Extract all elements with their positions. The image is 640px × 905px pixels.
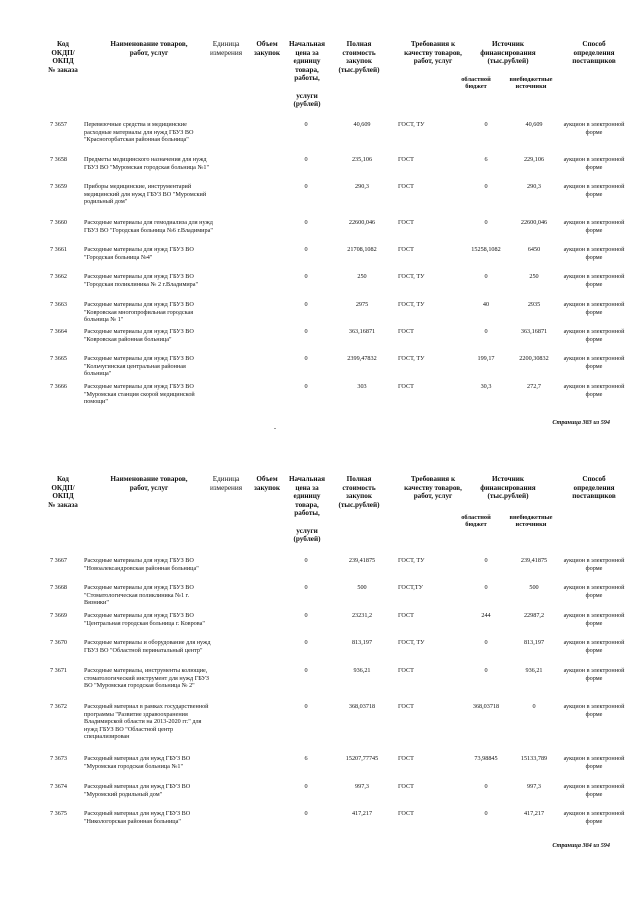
- row-name: Расходный материал в рамках государственной программы "Развитие здравоохранения Владимирской области на 2013-2020 гг." для нужд ГБУЗ ВО "Областной центр специализирован: [84, 703, 209, 741]
- row-regional: 244: [481, 612, 491, 619]
- row-regional: 15258,1082: [471, 246, 501, 253]
- row-price: 0: [304, 121, 308, 128]
- row-requirements: ГОСТ: [398, 783, 414, 790]
- row-price: 0: [304, 783, 308, 790]
- row-requirements: ГОСТ, ТУ: [398, 273, 425, 280]
- row-total: 290,3: [355, 183, 369, 190]
- header-total: Полная стоимость закупок (тыс.рублей): [338, 475, 380, 509]
- header-regional: областной бюджет: [461, 514, 491, 529]
- row-price: 0: [304, 156, 308, 163]
- row-total: 23231,2: [351, 612, 373, 619]
- row-extra: 2935: [527, 301, 541, 308]
- row-name: Расходные материалы и оборудование для нужд ГБУЗ ВО "Областной перинатальный центр": [84, 639, 211, 654]
- row-method: аукцион в электронной форме: [563, 557, 625, 572]
- row-regional: 368,03718: [472, 703, 500, 710]
- row-total: 813,197: [351, 639, 373, 646]
- row-number: 7 3657: [50, 121, 68, 128]
- row-requirements: ГОСТ, ТУ: [398, 301, 425, 308]
- row-extra: 6450: [527, 246, 541, 253]
- row-extra: 813,197: [523, 639, 545, 646]
- row-number: 7 3661: [50, 246, 68, 253]
- row-extra: 229,106: [523, 156, 545, 163]
- header-total: Полная стоимость закупок (тыс.рублей): [338, 40, 380, 74]
- header-unit: Единица измерения: [209, 475, 243, 492]
- row-method: аукцион в электронной форме: [563, 755, 625, 770]
- row-price: 0: [304, 557, 308, 564]
- row-number: 7 3670: [50, 639, 68, 646]
- row-requirements: ГОСТ: [398, 755, 414, 762]
- header-method: Способ определения поставщиков: [572, 475, 616, 501]
- header-name: Наименование товаров, работ, услуг: [110, 40, 188, 57]
- header-extra: внебюджетные источники: [509, 76, 553, 91]
- row-extra: 40,609: [525, 121, 543, 128]
- row-requirements: ГОСТ, ТУ: [398, 121, 425, 128]
- row-number: 7 3667: [50, 557, 68, 564]
- row-extra: 272,7: [527, 383, 541, 390]
- row-requirements: ГОСТ: [398, 246, 414, 253]
- row-price: 0: [304, 301, 308, 308]
- header-regional: областной бюджет: [461, 76, 491, 91]
- document-page-1: [0, 0, 640, 445]
- row-total: 250: [357, 273, 367, 280]
- row-method: аукцион в электронной форме: [563, 156, 625, 171]
- row-method: аукцион в электронной форме: [563, 328, 625, 343]
- row-number: 7 3663: [50, 301, 68, 308]
- row-price: 0: [304, 219, 308, 226]
- row-method: аукцион в электронной форме: [563, 219, 625, 234]
- row-total: 303: [357, 383, 367, 390]
- scan-speck: [274, 428, 276, 429]
- row-number: 7 3665: [50, 355, 68, 362]
- row-price: 0: [304, 246, 308, 253]
- row-regional: 40: [482, 301, 490, 308]
- row-number: 7 3669: [50, 612, 68, 619]
- header-code: Код ОКДП/ ОКПД № заказа: [48, 475, 78, 509]
- page-number: Страница 384 из 594: [552, 842, 610, 849]
- row-extra: 22600,046: [520, 219, 548, 226]
- row-total: 15207,77745: [345, 755, 379, 762]
- row-price: 0: [304, 612, 308, 619]
- row-regional: 30,3: [480, 383, 492, 390]
- row-extra: 250: [529, 273, 539, 280]
- row-name: Расходный материал для нужд ГБУЗ ВО "Никологорская районная больница": [84, 810, 191, 825]
- row-price: 0: [304, 703, 308, 710]
- row-total: 22600,046: [348, 219, 376, 226]
- header-qty: Объем закупок: [254, 40, 280, 57]
- row-number: 7 3660: [50, 219, 68, 226]
- header-extra: внебюджетные источники: [509, 514, 553, 529]
- row-total: 2975: [355, 301, 369, 308]
- row-regional: 73,98845: [474, 755, 498, 762]
- row-name: Расходные материалы для нужд ГБУЗ ВО "Муромская станция скорой медицинской помощи": [84, 383, 195, 406]
- row-extra: 239,41875: [520, 557, 548, 564]
- row-name: Расходные материалы для нужд ГБУЗ ВО "Городская больница №4": [84, 246, 194, 261]
- row-number: 7 3675: [50, 810, 68, 817]
- row-total: 2399,47832: [347, 355, 377, 362]
- row-price: 0: [304, 639, 308, 646]
- row-extra: 22987,2: [523, 612, 545, 619]
- row-method: аукцион в электронной форме: [563, 383, 625, 398]
- row-method: аукцион в электронной форме: [563, 639, 625, 654]
- row-price: 0: [304, 328, 308, 335]
- row-regional: 199,17: [477, 355, 495, 362]
- header-name: Наименование товаров, работ, услуг: [110, 475, 188, 492]
- row-requirements: ГОСТ: [398, 612, 414, 619]
- row-regional: 0: [484, 328, 488, 335]
- row-number: 7 3673: [50, 755, 68, 762]
- row-name: Расходные материалы для гемодиализа для нужд ГБУЗ ВО "Городская больница №6 г.Владимира": [84, 219, 213, 234]
- row-regional: 6: [484, 156, 488, 163]
- row-total: 997,3: [355, 783, 369, 790]
- row-extra: 15133,789: [520, 755, 548, 762]
- row-price: 0: [304, 584, 308, 591]
- row-name: Перевязочные средства и медицинские расходные материалы для нужд ГБУЗ ВО "Красногорбатская районная больница": [84, 121, 194, 144]
- row-price: 6: [304, 755, 308, 762]
- row-price: 0: [304, 183, 308, 190]
- row-price: 0: [304, 355, 308, 362]
- page-number: Страница 383 из 594: [552, 419, 610, 426]
- row-extra: 997,3: [527, 783, 541, 790]
- row-requirements: ГОСТ: [398, 328, 414, 335]
- row-requirements: ГОСТ, ТУ: [398, 355, 425, 362]
- header-code: Код ОКДП/ ОКПД № заказа: [48, 40, 78, 74]
- header-unit: Единица измерения: [209, 40, 243, 57]
- row-number: 7 3658: [50, 156, 68, 163]
- row-total: 417,217: [351, 810, 373, 817]
- row-method: аукцион в электронной форме: [563, 584, 625, 599]
- header-qty: Объем закупок: [254, 475, 280, 492]
- row-name: Расходные материалы для нужд ГБУЗ ВО "Ковровская районная больница": [84, 328, 194, 343]
- row-total: 21708,1082: [347, 246, 377, 253]
- row-method: аукцион в электронной форме: [563, 667, 625, 682]
- row-extra: 417,217: [523, 810, 545, 817]
- row-extra: 2200,30832: [519, 355, 549, 362]
- row-regional: 0: [484, 584, 488, 591]
- header-requirements: Требования к качеству товаров, работ, услуг: [404, 475, 462, 501]
- row-regional: 0: [484, 557, 488, 564]
- row-requirements: ГОСТ, ТУ: [398, 639, 425, 646]
- row-regional: 0: [484, 273, 488, 280]
- row-extra: 0: [532, 703, 536, 710]
- row-method: аукцион в электронной форме: [563, 273, 625, 288]
- row-extra: 363,16871: [520, 328, 548, 335]
- row-name: Расходные материалы для нужд ГБУЗ ВО "Городская поликлиника № 2 г.Владимира": [84, 273, 199, 288]
- row-number: 7 3662: [50, 273, 68, 280]
- row-name: Расходный материал для нужд ГБУЗ ВО "Муромская городская больница №1": [84, 755, 191, 770]
- row-number: 7 3668: [50, 584, 68, 591]
- row-price: 0: [304, 273, 308, 280]
- row-name: Расходные материалы для нужд ГБУЗ ВО "Стоматологическая поликлиника №1 г. Вязники": [84, 584, 194, 607]
- row-price: 0: [304, 383, 308, 390]
- row-total: 239,41875: [348, 557, 376, 564]
- row-name: Приборы медицинские, инструментарий медицинский для нужд ГБУЗ ВО "Муромский родильный дом": [84, 183, 207, 206]
- row-extra: 936,21: [525, 667, 543, 674]
- row-number: 7 3666: [50, 383, 68, 390]
- row-requirements: ГОСТ,ТУ: [398, 584, 423, 591]
- row-total: 936,21: [353, 667, 371, 674]
- row-name: Расходные материалы, инструменты колющие, стоматологический инструмент для нужд ГБУЗ ВО "Муромская городская больница № 2": [84, 667, 210, 690]
- row-regional: 0: [484, 183, 488, 190]
- row-total: 363,16871: [348, 328, 376, 335]
- row-price: 0: [304, 667, 308, 674]
- row-requirements: ГОСТ: [398, 667, 414, 674]
- row-regional: 0: [484, 639, 488, 646]
- header-requirements: Требования к качеству товаров, работ, услуг: [404, 40, 462, 66]
- row-method: аукцион в электронной форме: [563, 703, 625, 718]
- row-method: аукцион в электронной форме: [563, 301, 625, 316]
- row-number: 7 3671: [50, 667, 68, 674]
- row-total: 235,106: [351, 156, 373, 163]
- row-extra: 500: [529, 584, 539, 591]
- row-regional: 0: [484, 783, 488, 790]
- header-method: Способ определения поставщиков: [572, 40, 616, 66]
- row-method: аукцион в электронной форме: [563, 783, 625, 798]
- row-method: аукцион в электронной форме: [563, 355, 625, 370]
- row-method: аукцион в электронной форме: [563, 810, 625, 825]
- row-total: 40,609: [353, 121, 371, 128]
- row-method: аукцион в электронной форме: [563, 183, 625, 198]
- row-name: Предметы медицинского назначения для нужд ГБУЗ ВО "Муромская городская больница №1": [84, 156, 210, 171]
- row-number: 7 3674: [50, 783, 68, 790]
- header-source: Источник финансирования (тыс.рублей): [480, 475, 536, 501]
- row-requirements: ГОСТ: [398, 810, 414, 817]
- header-price: Начальная цена за единицу товара, работы, услуги (рублей): [288, 40, 326, 109]
- row-requirements: ГОСТ: [398, 383, 414, 390]
- row-regional: 0: [484, 219, 488, 226]
- row-number: 7 3672: [50, 703, 68, 710]
- row-regional: 0: [484, 667, 488, 674]
- header-source: Источник финансирования (тыс.рублей): [480, 40, 536, 66]
- row-total: 500: [357, 584, 367, 591]
- row-requirements: ГОСТ: [398, 156, 414, 163]
- row-requirements: ГОСТ: [398, 183, 414, 190]
- row-regional: 0: [484, 810, 488, 817]
- row-regional: 0: [484, 121, 488, 128]
- row-name: Расходные материалы для нужд ГБУЗ ВО "Новоалександровская районная больница": [84, 557, 199, 572]
- row-requirements: ГОСТ, ТУ: [398, 557, 425, 564]
- row-name: Расходный материал для нужд ГБУЗ ВО "Муромский родильный дом": [84, 783, 191, 798]
- row-name: Расходные материалы для нужд ГБУЗ ВО "Ковровская многопрофильная городская больница № 1": [84, 301, 194, 324]
- row-number: 7 3664: [50, 328, 68, 335]
- row-number: 7 3659: [50, 183, 68, 190]
- row-method: аукцион в электронной форме: [563, 612, 625, 627]
- row-requirements: ГОСТ: [398, 219, 414, 226]
- row-method: аукцион в электронной форме: [563, 121, 625, 136]
- row-total: 368,03718: [348, 703, 376, 710]
- row-requirements: ГОСТ: [398, 703, 414, 710]
- row-name: Расходные материалы для нужд ГБУЗ ВО "Кольчугинская центральная районная больница": [84, 355, 194, 378]
- document-page-2: [0, 450, 640, 905]
- row-method: аукцион в электронной форме: [563, 246, 625, 261]
- header-price: Начальная цена за единицу товара, работы, услуги (рублей): [288, 475, 326, 544]
- row-extra: 290,3: [527, 183, 541, 190]
- row-name: Расходные материалы для нужд ГБУЗ ВО "Центральная городская больница г. Коврова": [84, 612, 205, 627]
- row-price: 0: [304, 810, 308, 817]
